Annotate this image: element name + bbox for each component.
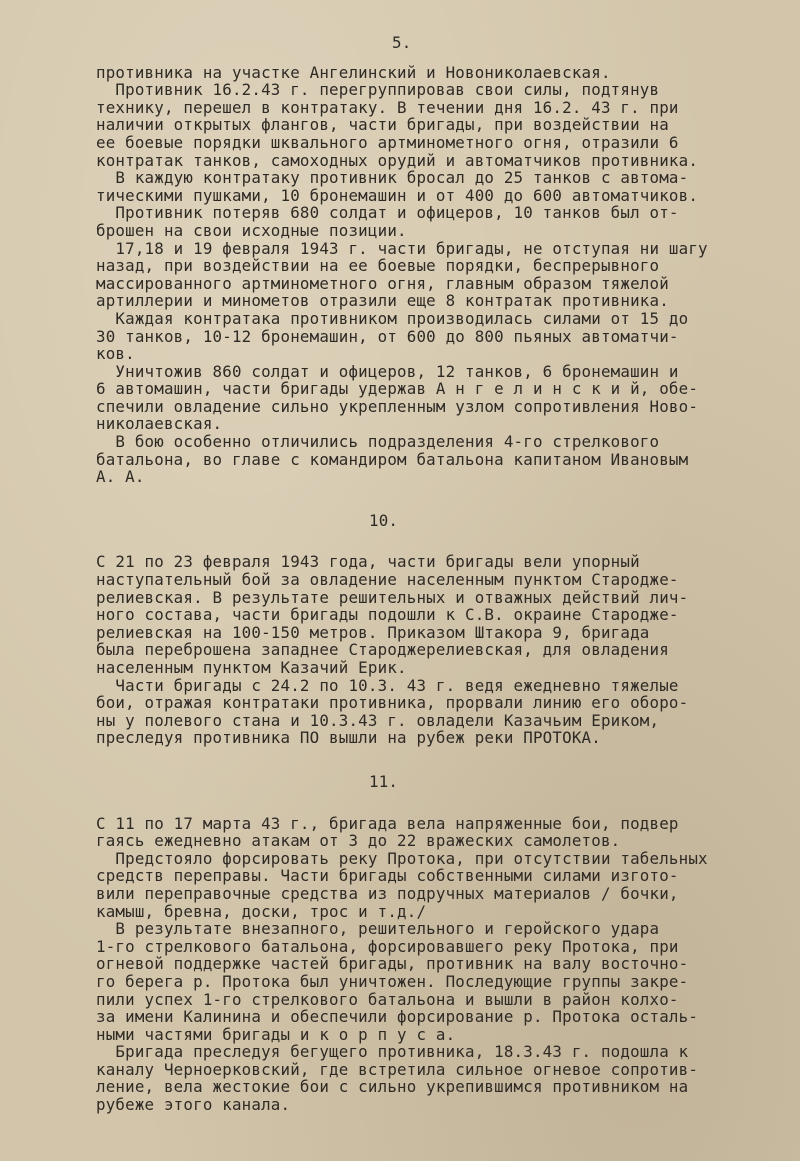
- text-line: Предстояло форсировать реку Протока, при отсутствии табельных: [96, 848, 708, 868]
- text-line: батальона, во главе с командиром батальона капитаном Ивановым: [96, 449, 689, 469]
- text-line: вили переправочные средства из подручных материалов / бочки,: [96, 883, 679, 903]
- text-line: А. А.: [96, 467, 145, 487]
- text-line: Противник потеряв 680 солдат и офицеров, 10 танков был от-: [96, 203, 679, 223]
- text-line: средств переправы. Части бригады собственными силами изгото-: [96, 866, 679, 886]
- document-text: [96, 34, 800, 1114]
- text-line: технику, перешел в контратаку. В течении дня 16.2. 43 г. при: [96, 97, 679, 117]
- text-line: за имени Калинина и обеспечили форсирование р. Протока осталь-: [96, 1007, 699, 1027]
- text-line: ными частями бригады и к о р п у с а.: [96, 1024, 456, 1044]
- text-line: преследуя противника ПО вышли на рубеж реки ПРОТОКА.: [96, 728, 601, 748]
- text-line: Противник 16.2.43 г. перегруппировав свои силы, подтянув: [96, 80, 660, 100]
- text-line: назад, при воздействии на ее боевые порядки, беспрерывного: [96, 256, 660, 276]
- text-line: наступательный бой за овладение населенным пунктом Староджe-: [96, 570, 679, 590]
- text-line: Каждая контратака противником производилась силами от 15 до: [96, 308, 689, 328]
- text-line: релиевская на 100-150 метров. Приказом Штакора 9, бригада: [96, 622, 650, 642]
- text-line: каналу Черноерковский, где встретила сильное огневое сопротив-: [96, 1059, 699, 1079]
- text-line: огневой поддержке частей бригады, противник на валу восточно-: [96, 954, 689, 974]
- text-line: го берега р. Протока был уничтожен. Последующие группы закре-: [96, 971, 689, 991]
- paragraph-block-2: [96, 553, 800, 747]
- text-line: бои, отражая контратаки противника, прорвали линию его оборо-: [96, 693, 689, 713]
- text-line: Бригада преследуя бегущего противника, 18.3.43 г. подошла к: [96, 1042, 689, 1062]
- text-line: Части бригады с 24.2 по 10.3. 43 г. ведя ежедневно тяжелые: [96, 675, 679, 695]
- text-line: 1-го стрелкового батальона, форсировавшего реку Протока, при: [96, 936, 679, 956]
- text-line: В бою особенно отличились подразделения 4-го стрелкового: [96, 432, 660, 452]
- text-line: ление, вела жестокие бои с сильно укрепившимся противником на: [96, 1077, 689, 1097]
- text-line: массированного артминометного огня, главным образом тяжелой: [96, 273, 669, 293]
- section-number-11: 11.: [369, 771, 399, 791]
- text-line: 6 автомашин, части бригады удержав А н г е л и н с к и й, обе-: [96, 379, 699, 399]
- text-line: контратак танков, самоходных орудий и автоматчиков противника.: [96, 150, 699, 170]
- text-line: Уничтожив 860 солдат и офицеров, 12 танков, 6 бронемашин и: [96, 361, 679, 381]
- text-line: гаясь ежедневно атакам от 3 до 22 вражеских самолетов.: [96, 831, 621, 851]
- section-number-10: 10.: [369, 510, 399, 530]
- text-line: ны у полевого стана и 10.3.43 г. овладели Казачьим Ериком,: [96, 710, 660, 730]
- page-number: 5.: [392, 33, 412, 52]
- text-line: пили успех 1-го стрелкового батальона и вышли в район колхо-: [96, 989, 679, 1009]
- text-line: наличии открытых флангов, части бригады, при воздействии на: [96, 115, 669, 135]
- text-line: ков.: [96, 344, 135, 364]
- text-line: С 21 по 23 февраля 1943 года, части бригады вели упорный: [96, 552, 640, 572]
- text-line: тическими пушками, 10 бронемашин и от 400 до 600 автоматчиков.: [96, 185, 699, 205]
- text-line: противника на участке Ангелинский и Новониколаевская.: [96, 62, 611, 82]
- paragraph-block-1: [96, 64, 800, 486]
- text-line: спечили овладение сильно укрепленным узлом сопротивления Ново-: [96, 396, 699, 416]
- text-line: 30 танков, 10-12 бронемашин, от 600 до 800 пьяных автоматчи-: [96, 326, 679, 346]
- text-line: николаевская.: [96, 414, 223, 434]
- text-line: брошен на свои исходные позиции.: [96, 220, 407, 240]
- text-line: 17,18 и 19 февраля 1943 г. части бригады, не отступая ни шагу: [96, 238, 708, 258]
- text-line: рубеже этого канала.: [96, 1095, 291, 1115]
- text-line: ного состава, части бригады подошли к С.В. окраине Староджe-: [96, 605, 679, 625]
- paragraph-block-3: [96, 815, 800, 1114]
- text-line: ее боевые порядки шквального артминометного огня, отразили 6: [96, 132, 679, 152]
- text-line: релиевская. В результате решительных и отважных действий лич-: [96, 587, 689, 607]
- text-line: была переброшена западнее Староджерелиевская, для овладения: [96, 640, 669, 660]
- text-line: В каждую контратаку противник бросал до 25 танков с автома-: [96, 168, 689, 188]
- text-line: С 11 по 17 марта 43 г., бригада вела напряженные бои, подвер: [96, 813, 679, 833]
- text-line: камыш, бревна, доски, трос и т.д./: [96, 901, 427, 921]
- text-line: В результате внезапного, решительного и геройского удара: [96, 919, 660, 939]
- text-line: артиллерии и минометов отразили еще 8 контратак противника.: [96, 291, 669, 311]
- text-line: населенным пунктом Казачий Ерик.: [96, 658, 407, 677]
